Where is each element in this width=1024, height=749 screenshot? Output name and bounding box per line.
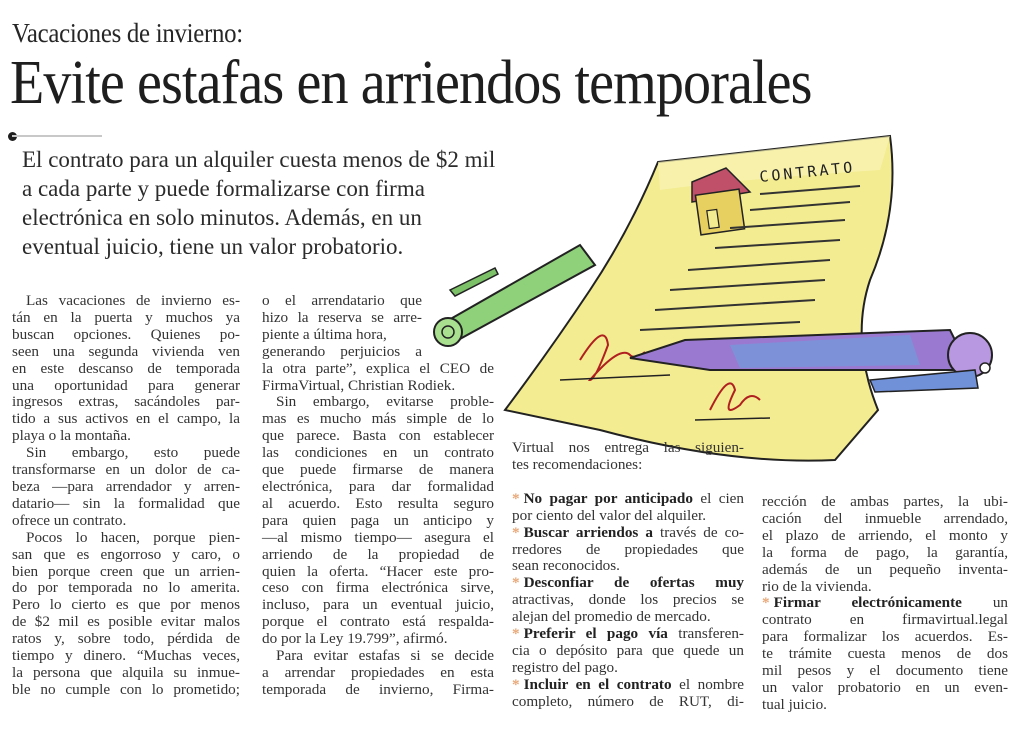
- body-line: incluso, para un eventual juicio,: [262, 596, 494, 614]
- article-column-2: [262, 293, 494, 699]
- body-line: playa o la montaña.: [12, 427, 131, 445]
- body-line: ingresos extras, sacándoles par-: [12, 393, 240, 411]
- body-line: hizo la reserva se arre-: [262, 308, 422, 326]
- recommendation-item: * Preferir el pago vía transferen-: [512, 625, 744, 643]
- body-line: contrato en firmavirtual.legal: [762, 611, 1008, 629]
- body-line: una oportunidad para generar: [12, 376, 240, 394]
- article-column-4: [762, 494, 1008, 714]
- body-line: Pocos lo hacen, porque pien-: [26, 528, 240, 546]
- bullet-icon: *: [512, 574, 520, 592]
- body-line: rredores de propiedades que: [512, 540, 744, 558]
- bullet-icon: *: [512, 675, 520, 693]
- bullet-icon: *: [512, 625, 520, 643]
- bullet-icon: *: [762, 594, 770, 612]
- body-line: además de un pequeño inventa-: [762, 560, 1008, 578]
- body-line: cación del inmueble arrendado,: [762, 509, 1008, 527]
- body-line: buscan opciones. Quienes po-: [12, 325, 240, 343]
- body-line: tiempo y dinero. “Muchas veces,: [12, 647, 240, 665]
- body-line: de $2 mil es posible evitar malos: [12, 613, 240, 631]
- body-line: ceso con firma electrónica sirve,: [262, 579, 494, 597]
- body-line: o el arrendatario que: [262, 292, 422, 309]
- body-line: el plazo de arriendo, el monto y: [762, 526, 1008, 544]
- body-line: la persona que alquila su inmue-: [12, 663, 240, 681]
- recommendation-item: * Desconfiar de ofertas muy: [512, 574, 744, 592]
- body-line: al acuerdo. Esto resulta seguro: [262, 494, 494, 512]
- body-line: do por temporada no lo amerita.: [12, 579, 240, 597]
- body-line: atractivas, donde los precios se: [512, 591, 744, 609]
- body-line: ble no cumple con lo prometido;: [12, 680, 240, 698]
- body-line: datario— sin la formalidad que: [12, 494, 240, 512]
- body-line: te trámite cuesta menos de dos: [762, 645, 1008, 663]
- body-line: generando perjuicios a: [262, 342, 422, 360]
- body-line: en este descanso de temporada: [12, 359, 240, 377]
- body-line: quien la oferta. “Hacer este pro-: [262, 562, 494, 580]
- kicker: Vacaciones de invierno:: [12, 18, 243, 48]
- bullet-icon: *: [512, 523, 520, 541]
- body-line: ofrece un contrato.: [12, 511, 127, 529]
- body-line: por ciento del valor del alquiler.: [512, 506, 706, 524]
- body-line: —al mismo tiempo— asegura el: [262, 528, 494, 546]
- body-line: Las vacaciones de invierno es-: [26, 292, 240, 309]
- body-line: a arrendar propiedades en esta: [262, 663, 494, 681]
- body-line: cia o depósito para que quede un: [512, 641, 744, 659]
- article-column-1: [12, 293, 240, 699]
- body-line: FirmaVirtual, Christian Rodiek.: [262, 376, 456, 394]
- body-line: que parece. Basta con establecer: [262, 427, 494, 445]
- body-line: las condiciones en un contrato: [262, 444, 494, 462]
- recommendation-item: * No pagar por anticipado el cien: [512, 489, 744, 507]
- body-line: beza —para arrendador y arren-: [12, 477, 240, 495]
- body-line: tán en la puerta y muchos ya: [12, 308, 240, 326]
- body-line: tual juicio.: [762, 695, 827, 713]
- body-line: registro del pago.: [512, 658, 618, 676]
- body-line: sean reconocidos.: [512, 557, 620, 575]
- body-line: temporada de invierno, Firma-: [262, 680, 494, 698]
- body-line: mil pesos y el documento tiene: [762, 662, 1008, 680]
- headline: Evite estafas en arriendos temporales: [10, 49, 812, 117]
- body-line: rio de la vivienda.: [762, 577, 872, 595]
- body-line: para formalizar los acuerdos. Es-: [762, 628, 1008, 646]
- bullet-icon: *: [512, 489, 520, 507]
- body-line: transformarse en un dolor de ca-: [12, 461, 240, 479]
- body-line: la otra parte”, explica el CEO de: [262, 359, 494, 377]
- body-line: Virtual nos entrega las siguien-: [512, 439, 744, 456]
- body-line: tido a sus activos en el campo, la: [12, 410, 240, 428]
- body-line: electrónica, para dar formalidad: [262, 477, 494, 495]
- recommendation-item: * Firmar electrónicamente un: [762, 594, 1009, 612]
- body-line: ratos y, sobre todo, pérdida de: [12, 630, 240, 648]
- body-line: alejan del promedio de mercado.: [512, 608, 711, 626]
- body-line: Sin embargo, evitarse proble-: [276, 393, 494, 411]
- body-line: mas es mucho más simple de lo: [262, 410, 494, 428]
- body-line: completo, número de RUT, di-: [512, 692, 744, 710]
- deck-line: eventual juicio, tiene un valor probatorio.: [22, 234, 404, 259]
- body-line: seen una segunda vivienda ven: [12, 342, 240, 360]
- contract-illustration: [430, 130, 1024, 470]
- body-line: Para evitar estafas si se decide: [276, 647, 494, 665]
- body-line: rección de ambas partes, la ubi-: [762, 493, 1008, 510]
- body-line: piente a última hora,: [262, 325, 387, 343]
- body-line: porque el contrato está respalda-: [262, 613, 494, 631]
- recommendation-item: * Incluir en el contrato el nombre: [512, 675, 744, 693]
- deck-line: electrónica en solo minutos. Además, en un: [22, 205, 422, 230]
- body-line: do por la Ley 19.799”, afirmó.: [262, 630, 448, 648]
- body-line: un valor probatorio en un even-: [762, 678, 1008, 696]
- contract-title: CONTRATO: [758, 158, 857, 186]
- body-line: san que es engorroso y caro, o: [12, 545, 240, 563]
- body-line: para quien paga un anticipo y: [262, 511, 494, 529]
- article-column-3: [512, 440, 744, 711]
- body-line: tes recomendaciones:: [512, 455, 643, 473]
- body-line: la forma de pago, la garantía,: [762, 543, 1008, 561]
- deck-line: a cada parte y puede formalizarse con firma: [22, 176, 425, 201]
- body-line: Pero lo cierto es que por menos: [12, 596, 240, 614]
- body-line: que puede firmarse de manera: [262, 461, 494, 479]
- body-line: Sin embargo, esto puede: [26, 444, 240, 462]
- deck-line: El contrato para un alquiler cuesta menos de $2 mil: [22, 147, 496, 172]
- recommendation-item: * Buscar arriendos a través de co-: [512, 523, 744, 541]
- body-line: arriendo de la propiedad de: [262, 545, 494, 563]
- rule-line: [12, 135, 102, 137]
- body-line: bien porque creen que un arrien-: [12, 562, 240, 580]
